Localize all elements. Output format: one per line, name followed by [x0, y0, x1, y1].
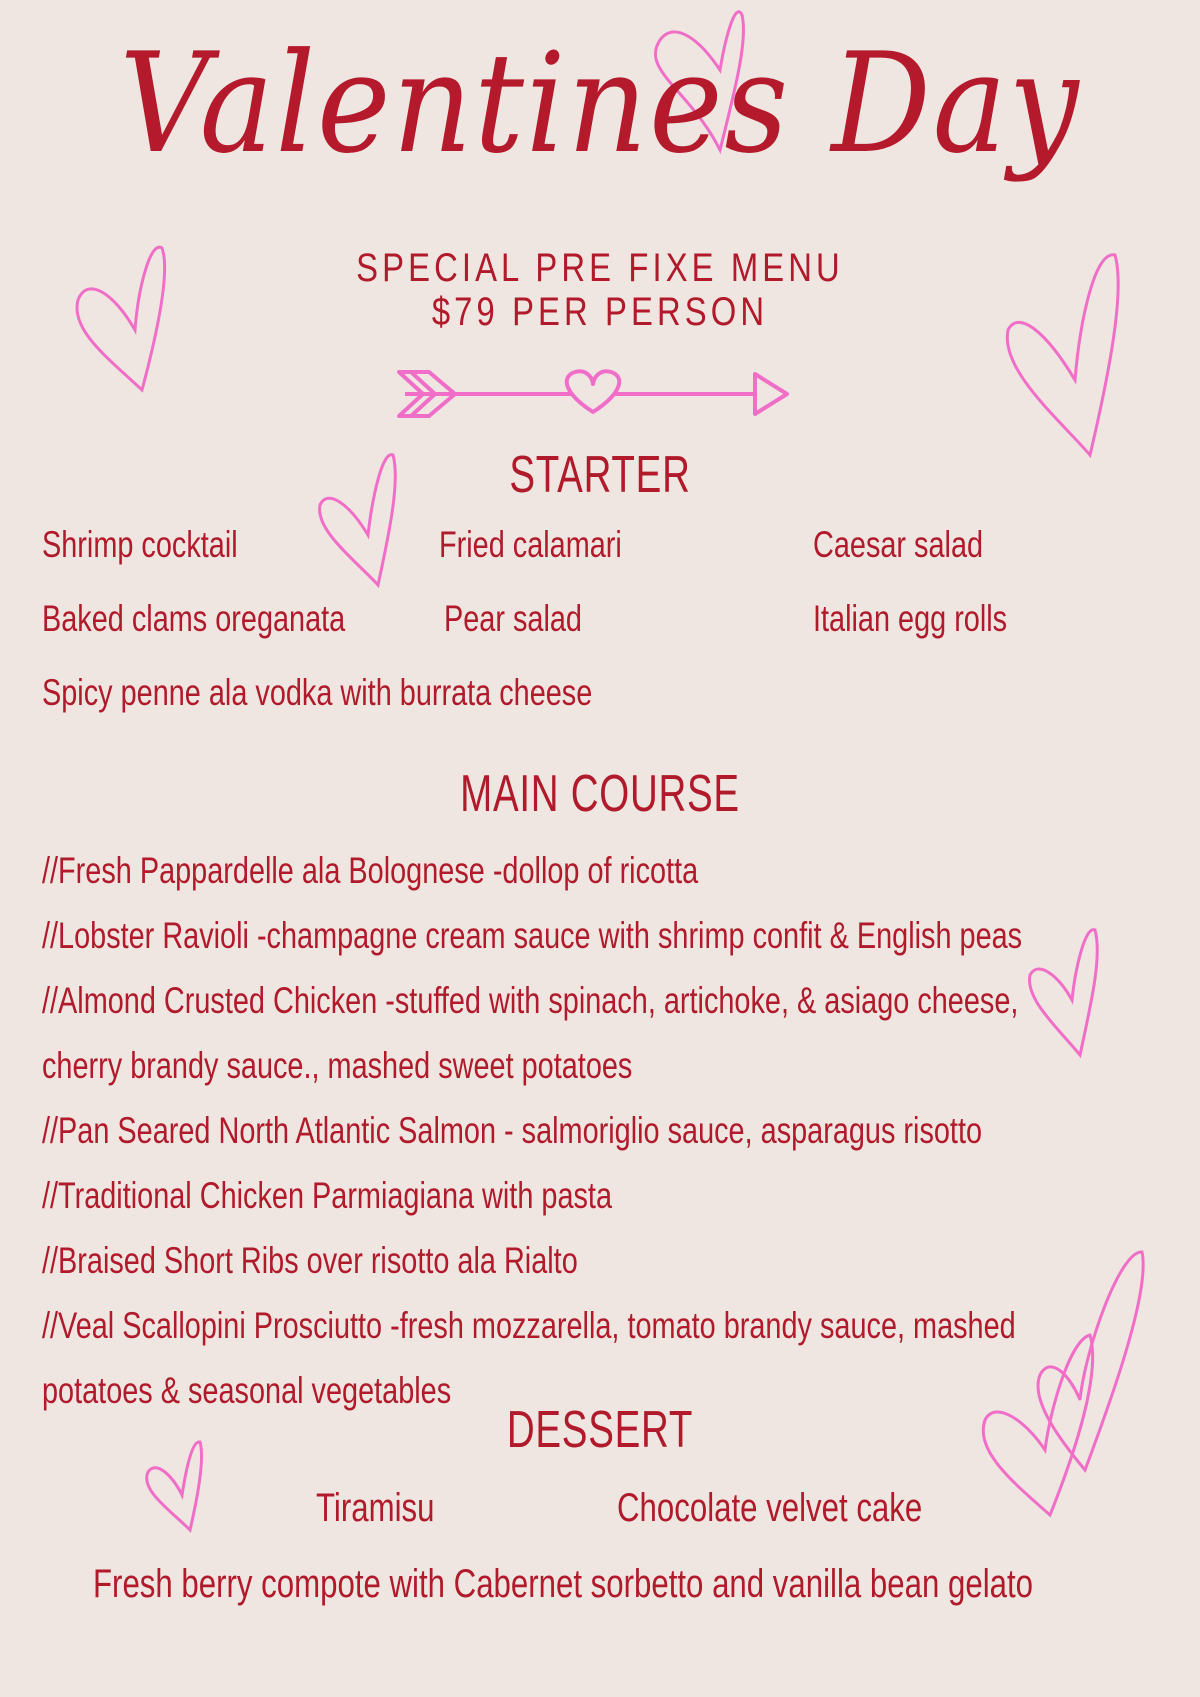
heart-outline-icon — [1038, 1252, 1143, 1470]
heart-outline-icon — [1030, 930, 1098, 1055]
menu-item: Pear salad — [444, 598, 582, 639]
section-heading-dessert: DESSERT — [506, 1401, 694, 1459]
menu-item: //Pan Seared North Atlantic Salmon - salmoriglio sauce, asparagus risotto — [42, 1110, 983, 1151]
menu-item: potatoes & seasonal vegetables — [42, 1370, 452, 1411]
menu-item: //Traditional Chicken Parmiagiana with pasta — [42, 1175, 613, 1216]
menu-item: Fried calamari — [439, 524, 622, 565]
menu-item: //Braised Short Ribs over risotto ala Rialto — [42, 1240, 578, 1281]
menu-item: Tiramisu — [316, 1486, 435, 1530]
page-title: Valentines Day — [119, 23, 1081, 184]
menu-price: $79 PER PERSON — [431, 290, 769, 334]
menu-item: Italian egg rolls — [813, 598, 1008, 639]
menu-item: //Fresh Pappardelle ala Bolognese -dollop of ricotta — [42, 850, 699, 891]
menu-item: Caesar salad — [813, 524, 984, 565]
section-heading-starter: STARTER — [509, 446, 691, 504]
menu-item: Chocolate velvet cake — [617, 1486, 923, 1530]
menu-item: //Veal Scallopini Prosciutto -fresh mozzarella, tomato brandy sauce, mashed — [42, 1305, 1016, 1346]
arrow-with-heart-icon — [395, 362, 795, 426]
menu-item: Spicy penne ala vodka with burrata cheese — [42, 672, 593, 713]
menu-subtitle: SPECIAL PRE FIXE MENU — [356, 246, 844, 290]
menu-item: //Almond Crusted Chicken -stuffed with spinach, artichoke, & asiago cheese, — [42, 980, 1019, 1021]
menu-item: cherry brandy sauce., mashed sweet potatoes — [42, 1045, 633, 1086]
section-heading-main-course: MAIN COURSE — [460, 765, 740, 823]
menu-item: Baked clams oreganata — [42, 598, 346, 639]
menu-item: //Lobster Ravioli -champagne cream sauce with shrimp confit & English peas — [42, 915, 1023, 956]
menu-item: Shrimp cocktail — [42, 524, 238, 565]
menu-item: Fresh berry compote with Cabernet sorbetto and vanilla bean gelato — [93, 1562, 1034, 1606]
